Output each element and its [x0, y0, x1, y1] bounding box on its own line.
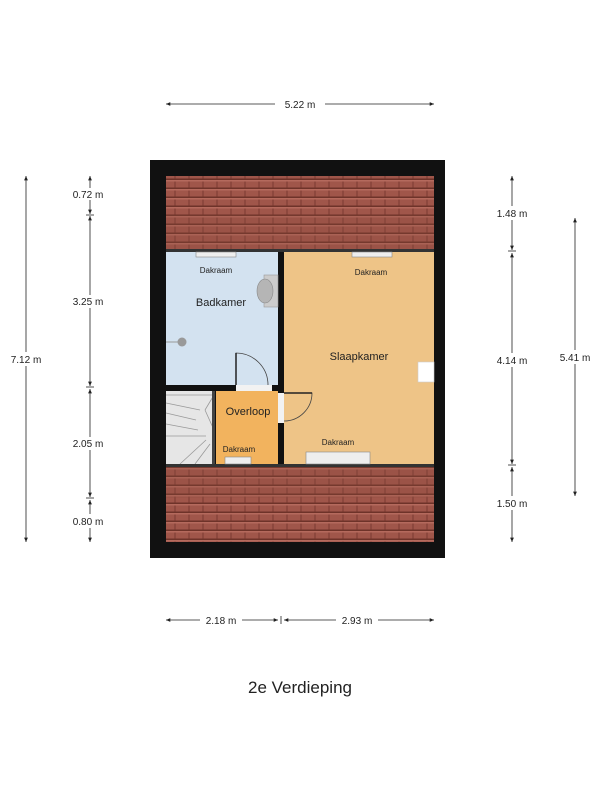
label-slaapkamer: Slaapkamer	[329, 351, 389, 363]
stair-area	[166, 391, 214, 464]
wall-bottom	[166, 464, 434, 467]
window-badkamer	[196, 252, 236, 257]
label-badkamer: Badkamer	[195, 297, 247, 309]
wall-stair-landing	[212, 391, 215, 464]
window-overloop	[225, 457, 251, 464]
dim-right-seg-2: 4.14 m	[496, 356, 528, 367]
dim-bottom-left: 2.18 m	[205, 616, 237, 627]
dim-bottom-right: 2.93 m	[341, 616, 373, 627]
shaft	[418, 362, 434, 382]
window-slaapkamer-top	[352, 252, 392, 257]
dim-top-width: 5.22 m	[284, 100, 316, 111]
dim-right-seg-3: 1.50 m	[496, 499, 528, 510]
dim-right-total: 5.41 m	[559, 353, 591, 364]
dim-left-total: 7.12 m	[10, 355, 42, 366]
window-slaapkamer-bottom	[306, 452, 370, 464]
dim-left-seg-4: 0.80 m	[72, 517, 104, 528]
label-window-overloop: Dakraam	[222, 445, 256, 454]
label-window-slaapkamer-bottom: Dakraam	[321, 438, 355, 447]
label-overloop: Overloop	[225, 406, 271, 418]
dim-left-seg-3: 2.05 m	[72, 439, 104, 450]
dim-left-seg-2: 3.25 m	[72, 297, 104, 308]
wall-top	[166, 249, 434, 252]
label-window-badkamer: Dakraam	[199, 266, 233, 275]
dim-left-seg-1: 0.72 m	[72, 190, 104, 201]
wall-bath-bed	[278, 250, 284, 464]
dim-right-seg-1: 1.48 m	[496, 209, 528, 220]
floor-title: 2e Verdieping	[248, 678, 352, 697]
label-window-slaapkamer-top: Dakraam	[354, 268, 388, 277]
